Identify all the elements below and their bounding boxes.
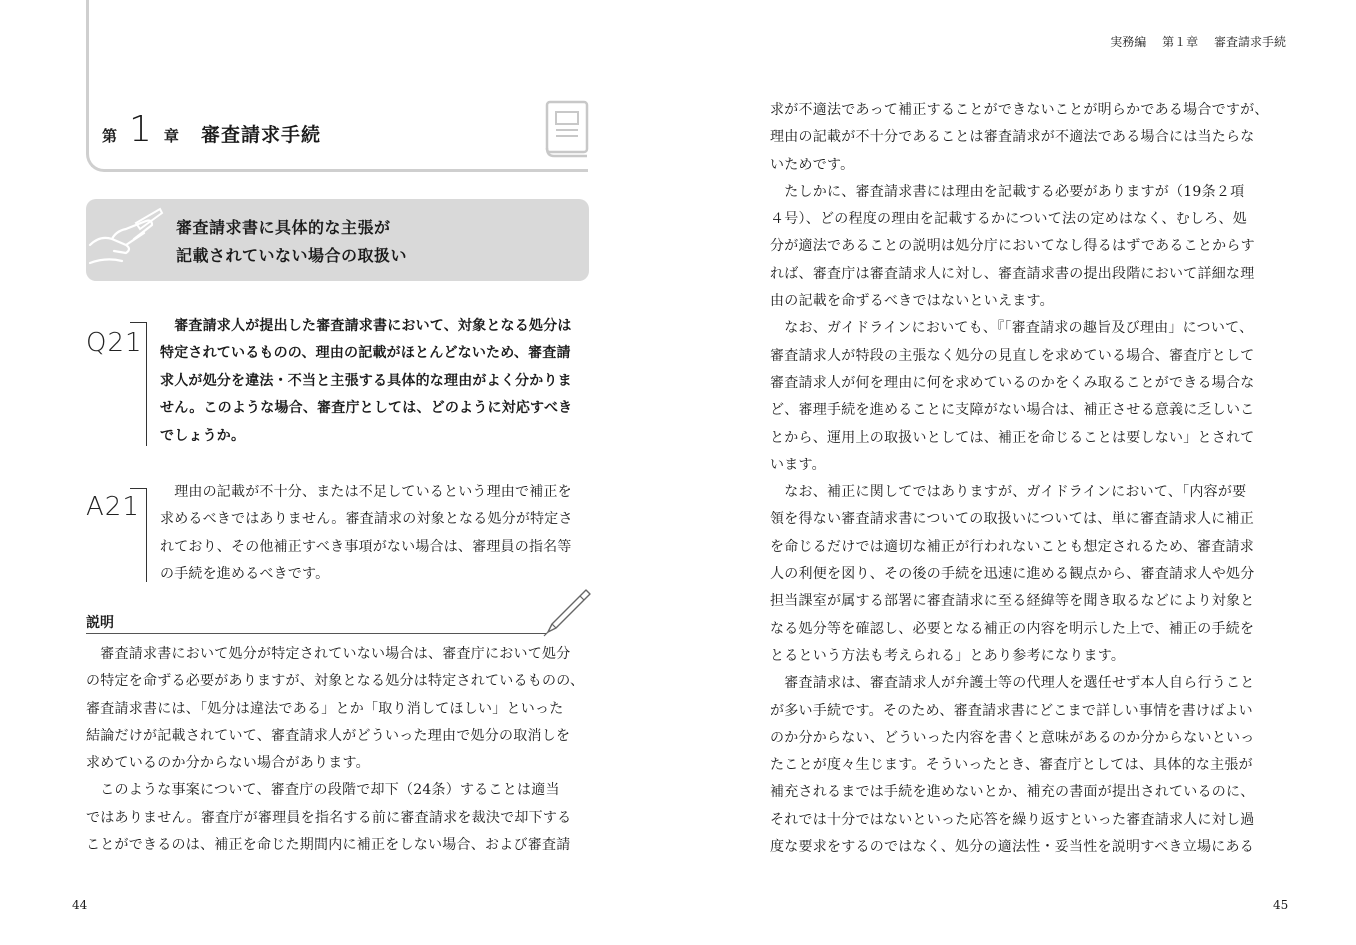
body-line: 審査請求書において処分が特定されていない場合は、審査庁において処分 bbox=[86, 646, 571, 662]
question-rule-top bbox=[130, 322, 146, 323]
body-line: たしかに、審査請求書には理由を記載する必要がありますが（19条２項 bbox=[770, 183, 1245, 200]
hand-writing-icon bbox=[86, 205, 166, 275]
chapter-sho: 章 bbox=[163, 127, 179, 145]
body-line: 審査請求人が特段の主張なく処分の見直しを求めている場合、審査庁として bbox=[770, 347, 1255, 364]
question-line: でしょうか。 bbox=[160, 427, 246, 444]
answer-text bbox=[160, 479, 592, 589]
body-line: なる処分等を確認し、必要となる補正の内容を明示した上で、補正の手続を bbox=[770, 620, 1255, 637]
explanation-rule bbox=[86, 633, 546, 634]
body-line: ど、審理手続を進めることに支障がない場合は、補正させる意義に乏しいこ bbox=[770, 402, 1255, 419]
body-line: の特定を命ずる必要がありますが、対象となる処分は特定されているものの、 bbox=[86, 673, 585, 690]
body-line: 分が適法であることの説明は処分庁においてなし得るはずであることからす bbox=[770, 238, 1255, 255]
body-line: 度な要求をするのではなく、処分の適法性・妥当性を説明すべき立場にある bbox=[770, 839, 1254, 856]
answer-line: の手続を進めるべきです。 bbox=[160, 566, 330, 583]
book-icon bbox=[544, 100, 590, 160]
body-line: 領を得ない審査請求書についての取扱いについては、単に審査請求人に補正 bbox=[770, 511, 1254, 528]
answer-rule-top bbox=[130, 488, 146, 489]
chapter-number: 1 bbox=[129, 109, 152, 150]
body-line: それでは十分ではないといった応答を繰り返すといった審査請求人に対し過 bbox=[770, 811, 1255, 828]
body-line: たことが度々生じます。そういったとき、審査庁としては、具体的な主張が bbox=[770, 757, 1253, 774]
body-line: なお、ガイドラインにおいても、『「審査請求の趣旨及び理由」について、 bbox=[770, 320, 1254, 337]
body-line: れば、審査庁は審査請求人に対し、審査請求書の提出段階において詳細な理 bbox=[770, 265, 1255, 282]
running-head-chapter: 第１章 bbox=[1162, 35, 1199, 49]
body-line: 審査請求は、審査請求人が弁護士等の代理人を選任せず本人自ら行うこと bbox=[770, 675, 1255, 692]
page-number-right: 45 bbox=[1273, 898, 1289, 912]
answer-line: れており、その他補正すべき事項がない場合は、審理員の指名等 bbox=[160, 538, 572, 555]
topic-title-line2: 記載されていない場合の取扱い bbox=[176, 246, 408, 265]
answer-line: 理由の記載が不十分、または不足しているという理由で補正を bbox=[160, 484, 572, 500]
body-line: ではありません。審査庁が審理員を指名する前に審査請求を裁決で却下する bbox=[86, 809, 572, 826]
body-line: います。 bbox=[770, 456, 826, 473]
chapter-dai: 第 bbox=[102, 127, 118, 145]
question-line: せん。このような場合、審査庁としては、どのように対応すべき bbox=[160, 400, 573, 417]
body-line: 求が不適法であって補正することができないことが明らかである場合ですが、 bbox=[770, 102, 1269, 118]
body-line: ４号）、どの程度の理由を記載するかについて法の定めはなく、むしろ、処 bbox=[770, 211, 1247, 228]
question-label: Q21 bbox=[86, 328, 143, 358]
question-line: 審査請求人が提出した審査請求書において、対象となる処分は bbox=[160, 318, 572, 334]
body-line: ことができるのは、補正を命じた期間内に補正をしない場合、および審査請 bbox=[86, 837, 571, 854]
body-line: 由の記載を命ずるべきではないといえます。 bbox=[770, 293, 1054, 310]
answer-line: 求めるべきではありません。審査請求の対象となる処分が特定さ bbox=[160, 511, 573, 528]
body-line: 理由の記載が不十分であることは審査請求が不適法である場合には当たらな bbox=[770, 129, 1255, 146]
body-line: 審査請求人が何を理由に何を求めているのかをくみ取ることができる場合な bbox=[770, 374, 1255, 391]
body-line: を命じるだけでは適切な補正が行われないことも想定されるため、審査請求 bbox=[770, 538, 1254, 555]
body-line: とるという方法も考えられる」とあり参考になります。 bbox=[770, 647, 1126, 664]
body-line: いためです。 bbox=[770, 156, 855, 173]
body-line: 審査請求書には、「処分は違法である」とか「取り消してほしい」といった bbox=[86, 700, 564, 717]
body-line: とから、運用上の取扱いとしては、補正を命じることは要しない」とされて bbox=[770, 429, 1255, 446]
question-line: 特定されているものの、理由の記載がほとんどないため、審査請 bbox=[160, 345, 571, 362]
body-line: が多い手続です。そのため、審査請求書にどこまで詳しい事情を書けばよい bbox=[770, 702, 1253, 719]
running-head bbox=[1098, 33, 1286, 50]
body-line: 求めているのか分からない場合があります。 bbox=[86, 755, 370, 772]
explanation-left-column bbox=[86, 641, 596, 859]
running-head-part: 実務編 bbox=[1110, 35, 1147, 49]
page-number-left: 44 bbox=[72, 898, 88, 912]
explanation-right-column bbox=[770, 97, 1280, 861]
body-line: 補充されるまでは手続を進めないとか、補充の書面が提出されているのに、 bbox=[770, 784, 1255, 801]
body-line: このような事案について、審査庁の段階で却下（24条）することは適当 bbox=[86, 782, 560, 799]
chapter-heading bbox=[102, 109, 321, 152]
question-text bbox=[160, 313, 592, 450]
question-line: 求人が処分を違法・不当と主張する具体的な理由がよく分かりま bbox=[160, 372, 572, 389]
fountain-pen-icon bbox=[540, 586, 592, 638]
answer-label: A21 bbox=[86, 492, 140, 522]
body-line: 人の利便を図り、その後の手続を迅速に進める観点から、審査請求人や処分 bbox=[770, 566, 1255, 583]
body-line: なお、補正に関してではありますが、ガイドラインにおいて、「内容が要 bbox=[770, 484, 1247, 501]
running-head-title: 審査請求手続 bbox=[1213, 35, 1286, 49]
topic-title-line1: 審査請求書に具体的な主張が bbox=[176, 218, 391, 237]
body-line: 担当課室が属する部署に審査請求に至る経緯等を聞き取るなどにより対象と bbox=[770, 593, 1255, 610]
question-rule bbox=[146, 322, 147, 446]
chapter-title: 審査請求手続 bbox=[200, 124, 321, 146]
body-line: 結論だけが記載されていて、審査請求人がどういった理由で処分の取消しを bbox=[86, 727, 571, 744]
answer-rule bbox=[146, 488, 147, 582]
explanation-heading: 説明 bbox=[86, 615, 114, 631]
body-line: のか分からない、どういった内容を書くと意味があるのか分からないといっ bbox=[770, 729, 1255, 746]
